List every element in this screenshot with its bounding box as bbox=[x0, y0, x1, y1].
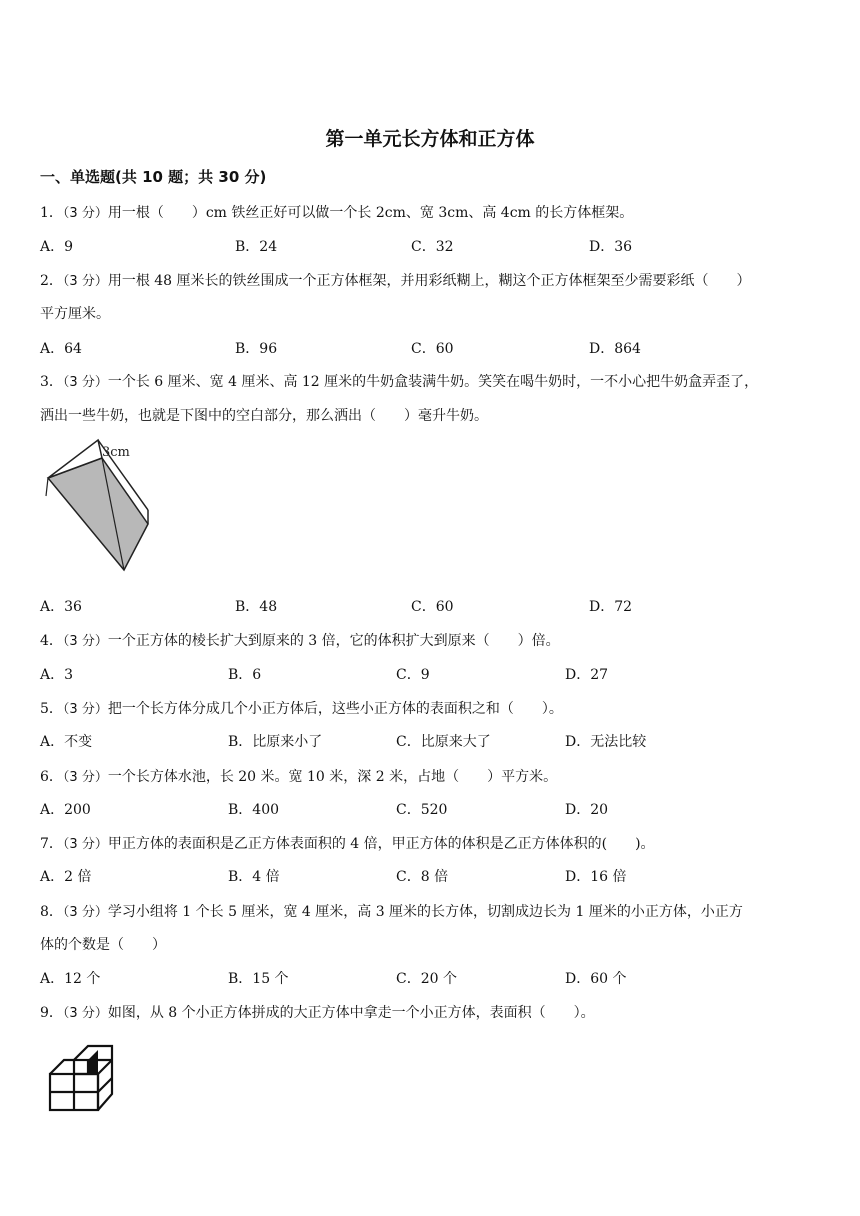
option-c[interactable]: C．60 bbox=[411, 599, 454, 615]
question-points: （3 分） bbox=[62, 274, 108, 289]
option-c[interactable]: C．9 bbox=[396, 667, 430, 683]
question-text-cont: 洒出一些牛奶，也就是下图中的空白部分，那么洒出（ ）毫升牛奶。 bbox=[40, 408, 488, 424]
option-c[interactable]: C．32 bbox=[411, 239, 454, 255]
question-number: 7． bbox=[40, 836, 63, 852]
question-points: （3 分） bbox=[62, 770, 108, 785]
option-d[interactable]: D．20 bbox=[565, 802, 609, 818]
question-number: 2． bbox=[40, 273, 63, 289]
option-c[interactable]: C．60 bbox=[411, 341, 454, 357]
cube-figure bbox=[44, 1038, 124, 1114]
question-points: （3 分） bbox=[62, 1006, 108, 1021]
option-d[interactable]: D．864 bbox=[589, 341, 641, 357]
question-9 bbox=[40, 1002, 595, 1022]
question-8 bbox=[40, 901, 743, 921]
question-number: 8． bbox=[40, 904, 63, 920]
question-5 bbox=[40, 698, 563, 718]
option-d[interactable]: D．72 bbox=[589, 599, 633, 615]
question-4 bbox=[40, 630, 560, 650]
question-7 bbox=[40, 833, 655, 853]
question-6 bbox=[40, 766, 557, 786]
option-a[interactable]: A．12 个 bbox=[40, 971, 101, 987]
question-points: （3 分） bbox=[62, 702, 108, 717]
figure-label: 3cm bbox=[102, 445, 130, 460]
option-b[interactable]: B．48 bbox=[235, 599, 278, 615]
question-number: 5． bbox=[40, 701, 63, 717]
option-a[interactable]: A．3 bbox=[40, 667, 74, 683]
option-b[interactable]: B．比原来小了 bbox=[228, 734, 323, 750]
option-d[interactable]: D．36 bbox=[589, 239, 633, 255]
option-c[interactable]: C．520 bbox=[396, 802, 448, 818]
question-number: 9． bbox=[40, 1005, 63, 1021]
question-text: 一个长方体水池，长 20 米。宽 10 米，深 2 米，占地（ ）平方米。 bbox=[107, 769, 558, 785]
option-d[interactable]: D．27 bbox=[565, 667, 609, 683]
option-c[interactable]: C．比原来大了 bbox=[396, 734, 491, 750]
option-a[interactable]: A．64 bbox=[40, 341, 82, 357]
option-b[interactable]: B．24 bbox=[235, 239, 278, 255]
question-points: （3 分） bbox=[62, 905, 108, 920]
option-c[interactable]: C．20 个 bbox=[396, 971, 457, 987]
option-b[interactable]: B．400 bbox=[228, 802, 280, 818]
question-number: 3． bbox=[40, 374, 63, 390]
option-d[interactable]: D．16 倍 bbox=[565, 869, 627, 885]
question-text-cont: 平方厘米。 bbox=[40, 306, 110, 322]
question-number: 6． bbox=[40, 769, 63, 785]
option-d[interactable]: D．60 个 bbox=[565, 971, 627, 987]
question-text: 学习小组将 1 个长 5 厘米，宽 4 厘米，高 3 厘米的长方体，切割成边长为 1 厘米的小正方体，小正方 bbox=[107, 904, 743, 920]
question-points: （3 分） bbox=[62, 206, 108, 221]
option-a[interactable]: A．200 bbox=[40, 802, 91, 818]
milk-carton-figure bbox=[40, 436, 152, 578]
question-3 bbox=[40, 371, 758, 391]
question-text: 如图，从 8 个小正方体拼成的大正方体中拿走一个小正方体，表面积（ ）。 bbox=[107, 1005, 595, 1021]
question-points: （3 分） bbox=[62, 375, 108, 390]
question-2 bbox=[40, 270, 751, 290]
question-points: （3 分） bbox=[62, 634, 108, 649]
option-a[interactable]: A．不变 bbox=[40, 734, 93, 750]
section-heading: 一、单选题(共 10 题；共 30 分) bbox=[40, 168, 267, 186]
question-text: 把一个长方体分成几个小正方体后，这些小正方体的表面积之和（ ）。 bbox=[107, 701, 563, 717]
question-text: 用一根（ ）cm 铁丝正好可以做一个长 2cm、宽 3cm、高 4cm 的长方体框架。 bbox=[107, 205, 634, 221]
question-1 bbox=[40, 202, 633, 222]
question-text: 一个正方体的棱长扩大到原来的 3 倍，它的体积扩大到原来（ ）倍。 bbox=[107, 633, 560, 649]
option-b[interactable]: B．6 bbox=[228, 667, 262, 683]
option-a[interactable]: A．36 bbox=[40, 599, 82, 615]
option-c[interactable]: C．8 倍 bbox=[396, 869, 449, 885]
option-a[interactable]: A．2 倍 bbox=[40, 869, 92, 885]
option-a[interactable]: A．9 bbox=[40, 239, 74, 255]
question-text: 一个长 6 厘米、宽 4 厘米、高 12 厘米的牛奶盒装满牛奶。笑笑在喝牛奶时，一不小心把牛奶盒弄歪了， bbox=[107, 374, 759, 390]
question-number: 1． bbox=[40, 205, 63, 221]
option-b[interactable]: B．4 倍 bbox=[228, 869, 280, 885]
milk-fill bbox=[48, 458, 148, 570]
option-b[interactable]: B．96 bbox=[235, 341, 278, 357]
option-b[interactable]: B．15 个 bbox=[228, 971, 289, 987]
question-number: 4． bbox=[40, 633, 63, 649]
option-d[interactable]: D．无法比较 bbox=[565, 734, 647, 750]
question-text: 甲正方体的表面积是乙正方体表面积的 4 倍，甲正方体的体积是乙正方体体积的( )。 bbox=[107, 836, 655, 852]
question-text: 用一根 48 厘米长的铁丝围成一个正方体框架，并用彩纸糊上，糊这个正方体框架至少需要彩纸（ ） bbox=[107, 273, 751, 289]
question-points: （3 分） bbox=[62, 837, 108, 852]
question-text-cont: 体的个数是（ ） bbox=[40, 937, 166, 953]
page-title: 第一单元长方体和正方体 bbox=[325, 128, 535, 150]
